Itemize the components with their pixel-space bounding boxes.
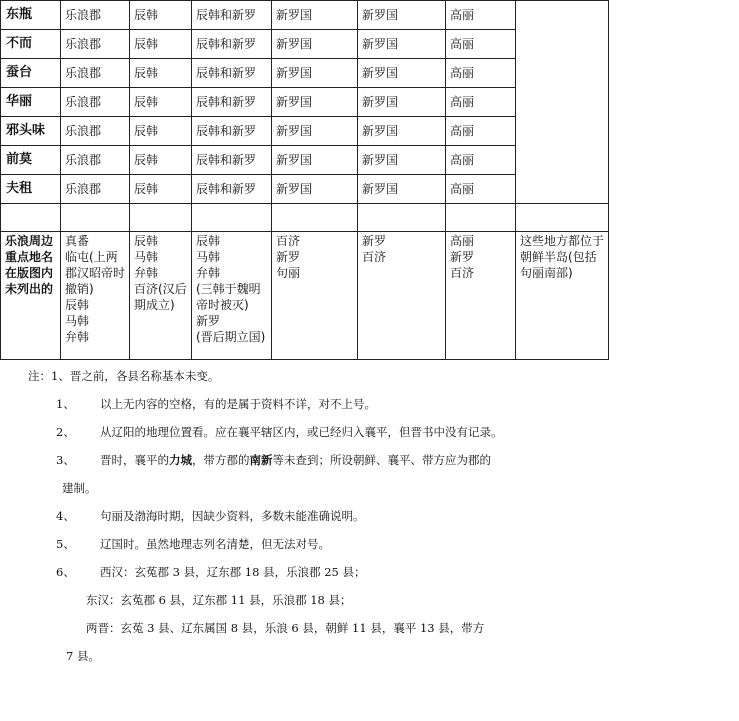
table-cell: 辰韩和新罗 — [192, 30, 272, 59]
note-number: 2、 — [56, 425, 75, 439]
table-cell: 高丽 — [446, 30, 516, 59]
table-cell: 新罗国 — [272, 88, 358, 117]
empty-cell — [516, 1, 609, 204]
notes-header: 注：1、晋之前，各县名称基本未变。 — [28, 369, 220, 383]
table-cell: 高丽 — [446, 146, 516, 175]
table-cell: 辰韩和新罗 — [192, 117, 272, 146]
empty-cell — [130, 204, 192, 232]
table-cell: 新罗国 — [358, 146, 446, 175]
table-row — [1, 232, 609, 360]
note-number: 4、 — [56, 509, 75, 523]
note-item — [56, 396, 376, 412]
note-item — [56, 564, 366, 580]
blank-row — [1, 204, 609, 232]
empty-cell — [1, 204, 61, 232]
empty-cell — [61, 204, 130, 232]
table-cell: 新罗国 — [272, 117, 358, 146]
table-cell: 辰韩 — [130, 88, 192, 117]
note-item — [56, 536, 330, 552]
table-cell: 高丽 — [446, 175, 516, 204]
table-cell: 高丽 — [446, 1, 516, 30]
table-cell: 新罗 百济 — [358, 232, 446, 360]
table-cell: 辰韩 — [130, 146, 192, 175]
note-continuation: 7 县。 — [66, 649, 100, 663]
table-cell: 新罗国 — [358, 59, 446, 88]
empty-cell — [358, 204, 446, 232]
place-name: 华丽 — [1, 88, 61, 117]
table-cell: 这些地方都位于朝鲜半岛(包括句丽南部) — [516, 232, 609, 360]
table-cell: 辰韩 — [130, 117, 192, 146]
table-cell: 乐浪郡 — [61, 146, 130, 175]
note-text: 从辽阳的地理位置看。应在襄平辖区内，或已经归入襄平，但晋书中没有记录。 — [100, 425, 503, 439]
territory-table — [0, 0, 609, 360]
note-subline: 两晋：玄菟 3 县、辽东属国 8 县，乐浪 6 县，朝鲜 11 县，襄平 13 县，带方 — [86, 621, 485, 635]
note-number: 3、 — [56, 453, 75, 467]
table-cell: 新罗国 — [358, 30, 446, 59]
table-cell: 新罗国 — [272, 59, 358, 88]
place-name: 夫租 — [1, 175, 61, 204]
table-cell: 高丽 — [446, 117, 516, 146]
table-cell: 新罗国 — [272, 1, 358, 30]
table-cell: 新罗国 — [358, 175, 446, 204]
table-cell: 辰韩和新罗 — [192, 175, 272, 204]
note-text: 晋时，襄平的 — [100, 453, 169, 467]
note-keyword: 力城 — [169, 453, 192, 467]
empty-cell — [192, 204, 272, 232]
table-cell: 百济 新罗 句丽 — [272, 232, 358, 360]
table-cell: 辰韩和新罗 — [192, 59, 272, 88]
table-cell: 乐浪郡 — [61, 88, 130, 117]
place-name: 东瓶 — [1, 1, 61, 30]
note-text: 辽国时。虽然地理志列名清楚，但无法对号。 — [100, 537, 330, 551]
note-item — [56, 508, 365, 524]
note-text: 以上无内容的空格，有的是属于资料不详，对不上号。 — [100, 397, 376, 411]
place-name: 不而 — [1, 30, 61, 59]
table-cell: 新罗国 — [272, 30, 358, 59]
table-cell: 辰韩 — [130, 30, 192, 59]
table-cell: 乐浪郡 — [61, 59, 130, 88]
table-cell: 辰韩和新罗 — [192, 146, 272, 175]
empty-cell — [446, 204, 516, 232]
table-cell: 高丽 — [446, 59, 516, 88]
table-cell: 乐浪郡 — [61, 1, 130, 30]
table-cell: 辰韩 — [130, 175, 192, 204]
table-cell: 高丽 — [446, 88, 516, 117]
table-cell: 辰韩和新罗 — [192, 1, 272, 30]
table-cell: 高丽 新罗 百济 — [446, 232, 516, 360]
empty-cell — [272, 204, 358, 232]
row-heading: 乐浪周边重点地名在版图内未列出的 — [1, 232, 61, 360]
table-cell: 辰韩 — [130, 59, 192, 88]
table-row — [1, 1, 609, 30]
note-continuation: 建制。 — [62, 481, 97, 495]
table-cell: 真番 临屯(上两郡汉昭帝时撤销) 辰韩 马韩 弁韩 — [61, 232, 130, 360]
table-cell: 乐浪郡 — [61, 117, 130, 146]
note-text: ，带方郡的 — [192, 453, 250, 467]
note-number: 6、 — [56, 565, 75, 579]
place-name: 蚕台 — [1, 59, 61, 88]
table-cell: 新罗国 — [272, 175, 358, 204]
place-name: 前莫 — [1, 146, 61, 175]
note-item — [56, 424, 503, 440]
table-cell: 乐浪郡 — [61, 30, 130, 59]
table-cell: 辰韩 马韩 弁韩 百济(汉后期成立) — [130, 232, 192, 360]
table-cell: 辰韩 马韩 弁韩 (三韩于魏明帝时被灭) 新罗 (晋后期立国) — [192, 232, 272, 360]
note-subline: 东汉：玄菟郡 6 县，辽东郡 11 县，乐浪郡 18 县； — [86, 593, 352, 607]
note-keyword: 南新 — [249, 453, 273, 467]
empty-cell — [516, 204, 609, 232]
table-cell: 新罗国 — [272, 146, 358, 175]
table-cell: 新罗国 — [358, 1, 446, 30]
table-cell: 新罗国 — [358, 88, 446, 117]
table-cell: 辰韩和新罗 — [192, 88, 272, 117]
table-cell: 辰韩 — [130, 1, 192, 30]
place-name: 邪头味 — [1, 117, 61, 146]
note-item — [56, 452, 491, 468]
note-number: 1、 — [56, 397, 75, 411]
note-text: 句丽及渤海时期，因缺少资料，多数未能准确说明。 — [100, 509, 365, 523]
note-number: 5、 — [56, 537, 75, 551]
table-cell: 新罗国 — [358, 117, 446, 146]
table-cell: 乐浪郡 — [61, 175, 130, 204]
note-text: 西汉：玄菟郡 3 县，辽东郡 18 县，乐浪郡 25 县； — [100, 565, 366, 579]
note-text: 等未查到；所设朝鲜、襄平、带方应为郡的 — [272, 453, 491, 467]
